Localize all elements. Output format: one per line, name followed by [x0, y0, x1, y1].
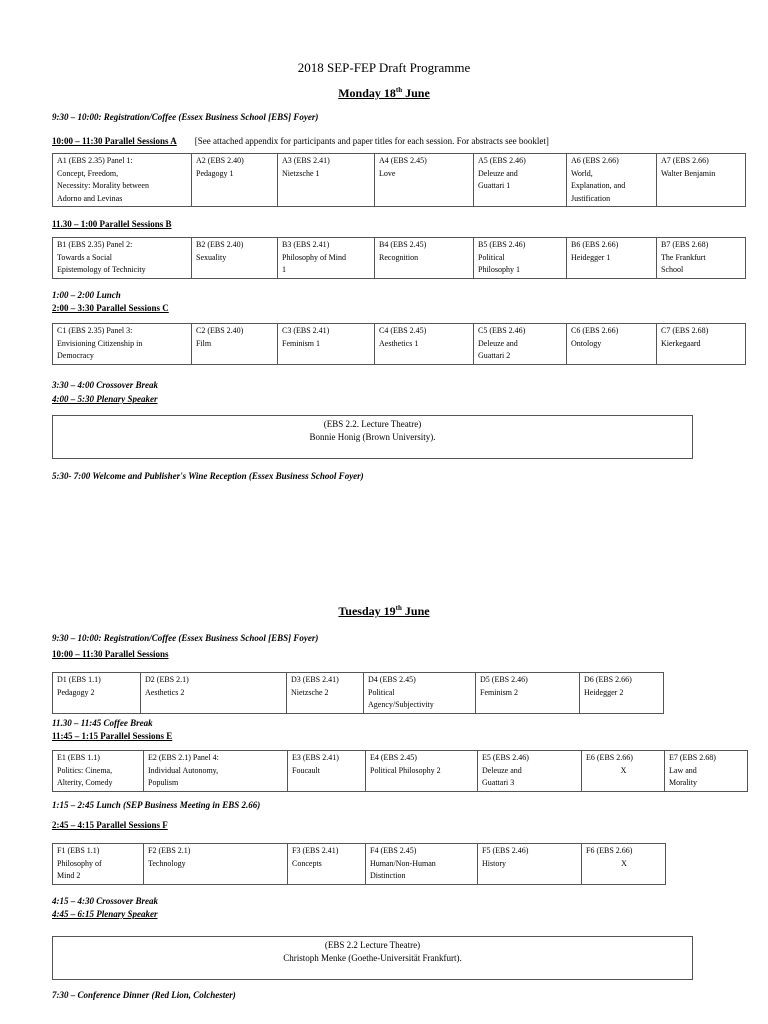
session-topic: Envisioning Citizenship in — [57, 338, 143, 348]
sessions-a-table — [52, 153, 746, 207]
session-topic: Kierkegaard — [661, 338, 701, 348]
page-title: 2018 SEP-FEP Draft Programme — [297, 60, 471, 75]
session-cell — [375, 154, 474, 207]
plenary-box-tuesday — [52, 936, 693, 980]
session-cell — [53, 673, 141, 714]
session-topic: Technology — [148, 858, 186, 868]
session-cell — [53, 238, 192, 279]
session-topic: Necessity: Morality between — [57, 181, 149, 190]
session-room: D4 (EBS 2.45) — [368, 675, 416, 684]
session-cell — [278, 324, 375, 365]
session-cell — [278, 154, 375, 207]
session-topic: Walter Benjamin — [661, 168, 716, 178]
session-topic: Human/Non-Human — [370, 858, 436, 868]
session-cell — [657, 324, 746, 365]
session-topic: Democracy — [57, 351, 94, 360]
session-topic: Law and — [669, 765, 697, 775]
session-cell — [53, 844, 144, 885]
session-room: D2 (EBS 2.1) — [145, 675, 189, 684]
session-room: F3 (EBS 2.41) — [292, 846, 339, 855]
session-room: A6 (EBS 2.66) — [571, 156, 619, 165]
session-room: B2 (EBS 2.40) — [196, 240, 244, 249]
session-room: B7 (EBS 2.68) — [661, 240, 709, 249]
session-cell — [375, 324, 474, 365]
session-topic: Concept, Freedom, — [57, 168, 119, 178]
session-topic: Epistemology of Technicity — [57, 265, 146, 274]
session-cell — [366, 751, 478, 792]
session-topic: Justification — [571, 193, 611, 203]
session-topic: Recognition — [379, 252, 419, 262]
session-room: C2 (EBS 2.40) — [196, 326, 244, 335]
sessions-d-table — [52, 672, 664, 714]
day-heading-suffix: th — [395, 86, 403, 94]
session-topic: Deleuze and — [482, 765, 522, 775]
session-topic: Guattari 3 — [482, 778, 515, 787]
session-topic: 1 — [282, 265, 286, 274]
session-cell — [53, 154, 192, 207]
session-room: C1 (EBS 2.35) Panel 3: — [57, 326, 133, 335]
crossover-break-monday: 3:30 – 4:00 Crossover Break — [52, 380, 158, 390]
session-room: D1 (EBS 1.1) — [57, 675, 101, 684]
session-c-heading: 2:00 – 3:30 Parallel Sessions C — [52, 303, 169, 313]
day-heading-month: June — [405, 86, 430, 100]
session-topic: X — [621, 858, 627, 868]
session-room: A5 (EBS 2.46) — [478, 156, 526, 165]
registration-tuesday: 9:30 – 10:00: Registration/Coffee (Essex Business School [EBS] Foyer) — [52, 633, 319, 643]
session-cell — [375, 238, 474, 279]
session-room: F1 (EBS 1.1) — [57, 846, 100, 855]
session-cell — [474, 238, 567, 279]
session-room: D6 (EBS 2.66) — [584, 675, 632, 684]
session-room: A7 (EBS 2.66) — [661, 156, 709, 165]
session-room: E3 (EBS 2.41) — [292, 753, 339, 762]
table-row — [53, 751, 748, 792]
session-cell — [474, 154, 567, 207]
session-f-heading: 2:45 – 4:15 Parallel Sessions F — [52, 820, 168, 830]
session-room: E6 (EBS 2.66) — [586, 753, 633, 762]
session-room: F6 (EBS 2.66) — [586, 846, 633, 855]
day-heading-tuesday — [0, 604, 768, 619]
table-row — [53, 844, 666, 885]
session-room: B6 (EBS 2.66) — [571, 240, 619, 249]
session-room: C6 (EBS 2.66) — [571, 326, 619, 335]
session-a-label: 10:00 – 11:30 Parallel Sessions A — [52, 136, 177, 146]
session-topic: Feminism 1 — [282, 338, 321, 348]
session-cell — [141, 673, 287, 714]
session-a-heading — [52, 136, 549, 146]
day-heading-suffix: th — [395, 604, 402, 612]
plenary-speaker: Christoph Menke (Goethe-Universität Frankfurt). — [283, 953, 462, 963]
session-topic: Philosophy of — [57, 858, 102, 868]
day-heading-text: Tuesday 19 — [338, 604, 396, 618]
session-topic: Populism — [148, 778, 179, 787]
session-room: B3 (EBS 2.41) — [282, 240, 330, 249]
session-topic: Guattari 2 — [478, 351, 511, 360]
session-topic: Nietzsche 2 — [291, 687, 329, 697]
session-topic: World, — [571, 168, 593, 178]
plenary-venue: (EBS 2.2 Lecture Theatre) — [324, 940, 421, 950]
wine-reception: 5:30- 7:00 Welcome and Publisher's Wine Reception (Essex Business School Foyer) — [52, 471, 364, 481]
session-room: D5 (EBS 2.46) — [480, 675, 528, 684]
session-d-heading: 10:00 – 11:30 Parallel Sessions — [52, 649, 169, 659]
plenary-heading-monday: 4:00 – 5:30 Plenary Speaker — [52, 394, 158, 404]
conference-dinner: 7:30 – Conference Dinner (Red Lion, Colchester) — [52, 990, 236, 1000]
session-cell — [144, 844, 288, 885]
sessions-c-table — [52, 323, 746, 365]
session-room: C3 (EBS 2.41) — [282, 326, 330, 335]
session-topic: Film — [196, 338, 212, 348]
session-cell — [478, 844, 582, 885]
appendix-note: [See attached appendix for participants and paper titles for each session. For abstracts see booklet] — [194, 136, 549, 146]
session-topic: Love — [379, 168, 396, 178]
session-topic: Ontology — [571, 338, 602, 348]
session-cell — [53, 324, 192, 365]
session-cell — [366, 844, 478, 885]
table-row — [53, 238, 746, 279]
sessions-e-table — [52, 750, 748, 792]
session-cell — [657, 238, 746, 279]
session-cell — [144, 751, 288, 792]
session-room: D3 (EBS 2.41) — [291, 675, 339, 684]
session-cell — [192, 324, 278, 365]
session-room: A2 (EBS 2.40) — [196, 156, 244, 165]
session-cell — [476, 673, 580, 714]
session-topic: Pedagogy 1 — [196, 168, 234, 178]
table-row — [53, 324, 746, 365]
session-topic: Guattari 1 — [478, 181, 511, 190]
session-topic: Mind 2 — [57, 871, 81, 880]
session-cell — [192, 238, 278, 279]
session-cell — [567, 154, 657, 207]
session-topic: Heidegger 1 — [571, 252, 611, 262]
session-topic: School — [661, 265, 684, 274]
session-room: F2 (EBS 2.1) — [148, 846, 191, 855]
session-cell — [53, 751, 144, 792]
session-cell — [567, 324, 657, 365]
coffee-break-tuesday: 11.30 – 11:45 Coffee Break — [52, 718, 153, 728]
session-room: F5 (EBS 2.46) — [482, 846, 529, 855]
session-topic: Political — [478, 252, 505, 262]
session-topic: Foucault — [292, 765, 320, 775]
day-heading-monday — [0, 86, 768, 101]
session-room: C5 (EBS 2.46) — [478, 326, 526, 335]
session-topic: Individual Autonomy, — [148, 765, 219, 775]
session-room: E2 (EBS 2.1) Panel 4: — [148, 753, 219, 762]
session-room: C7 (EBS 2.68) — [661, 326, 709, 335]
session-topic: Concepts — [292, 858, 322, 868]
session-cell — [288, 844, 366, 885]
session-topic: Aesthetics 2 — [145, 687, 185, 697]
session-room: F4 (EBS 2.45) — [370, 846, 417, 855]
session-cell — [287, 673, 364, 714]
session-e-heading: 11:45 – 1:15 Parallel Sessions E — [52, 731, 173, 741]
session-topic: Philosophy of Mind — [282, 252, 347, 262]
session-cell — [478, 751, 582, 792]
session-topic: Distinction — [370, 871, 406, 880]
plenary-box-monday — [52, 415, 693, 459]
plenary-speaker: Bonnie Honig (Brown University). — [309, 432, 436, 442]
session-cell — [665, 751, 748, 792]
session-cell — [364, 673, 476, 714]
session-topic: Politics: Cinema, — [57, 765, 113, 775]
session-cell — [474, 324, 567, 365]
sessions-f-table — [52, 843, 666, 885]
crossover-break-tuesday: 4:15 – 4:30 Crossover Break — [52, 896, 158, 906]
session-room: E4 (EBS 2.45) — [370, 753, 417, 762]
session-topic: Political Philosophy 2 — [370, 765, 441, 775]
session-cell — [278, 238, 375, 279]
session-topic: Deleuze and — [478, 338, 518, 348]
session-room: B1 (EBS 2.35) Panel 2: — [57, 240, 133, 249]
session-cell — [580, 673, 664, 714]
session-topic: X — [620, 765, 627, 775]
session-topic: Deleuze and — [478, 168, 518, 178]
session-topic: Towards a Social — [57, 252, 112, 262]
session-topic: Feminism 2 — [480, 687, 519, 697]
session-topic: Heidegger 2 — [584, 687, 624, 697]
session-room: C4 (EBS 2.45) — [379, 326, 427, 335]
session-topic: Nietzsche 1 — [282, 168, 320, 178]
day-heading-text: Monday 18 — [338, 86, 396, 100]
plenary-venue: (EBS 2.2. Lecture Theatre) — [323, 419, 422, 429]
lunch-monday: 1:00 – 2:00 Lunch — [52, 290, 121, 300]
day-heading-month: June — [404, 604, 430, 618]
session-topic: Alterity, Comedy — [57, 778, 113, 787]
lunch-tuesday: 1:15 – 2:45 Lunch (SEP Business Meeting in EBS 2.66) — [52, 800, 261, 810]
session-room: A1 (EBS 2.35) Panel 1: — [57, 156, 133, 165]
session-topic: Morality — [669, 778, 697, 787]
session-topic: Sexuality — [196, 252, 227, 262]
session-topic: The Frankfurt — [661, 252, 706, 262]
session-room: B5 (EBS 2.46) — [478, 240, 526, 249]
session-topic: Adorno and Levinas — [57, 193, 123, 203]
sessions-b-table — [52, 237, 746, 279]
session-cell — [288, 751, 366, 792]
session-cell — [567, 238, 657, 279]
session-room: E7 (EBS 2.68) — [669, 753, 716, 762]
session-room: A4 (EBS 2.45) — [379, 156, 427, 165]
session-cell — [192, 154, 278, 207]
table-row — [53, 673, 664, 714]
session-topic: Aesthetics 1 — [379, 338, 419, 348]
session-topic: Agency/Subjectivity — [368, 700, 434, 709]
session-cell — [582, 751, 665, 792]
session-room: E1 (EBS 1.1) — [57, 753, 100, 762]
session-room: A3 (EBS 2.41) — [282, 156, 330, 165]
session-topic: History — [482, 858, 506, 868]
session-topic: Pedagogy 2 — [57, 687, 95, 697]
session-topic: Explanation, and — [571, 181, 626, 190]
session-topic: Philosophy 1 — [478, 265, 521, 274]
table-row — [53, 154, 746, 207]
session-cell — [657, 154, 746, 207]
plenary-heading-tuesday: 4:45 – 6:15 Plenary Speaker — [52, 909, 158, 919]
session-room: B4 (EBS 2.45) — [379, 240, 427, 249]
session-room: E5 (EBS 2.46) — [482, 753, 529, 762]
session-topic: Political — [368, 687, 395, 697]
registration-monday: 9:30 – 10:00: Registration/Coffee (Essex Business School [EBS] Foyer) — [52, 112, 319, 122]
session-b-heading: 11.30 – 1:00 Parallel Sessions B — [52, 219, 172, 229]
session-cell — [582, 844, 666, 885]
